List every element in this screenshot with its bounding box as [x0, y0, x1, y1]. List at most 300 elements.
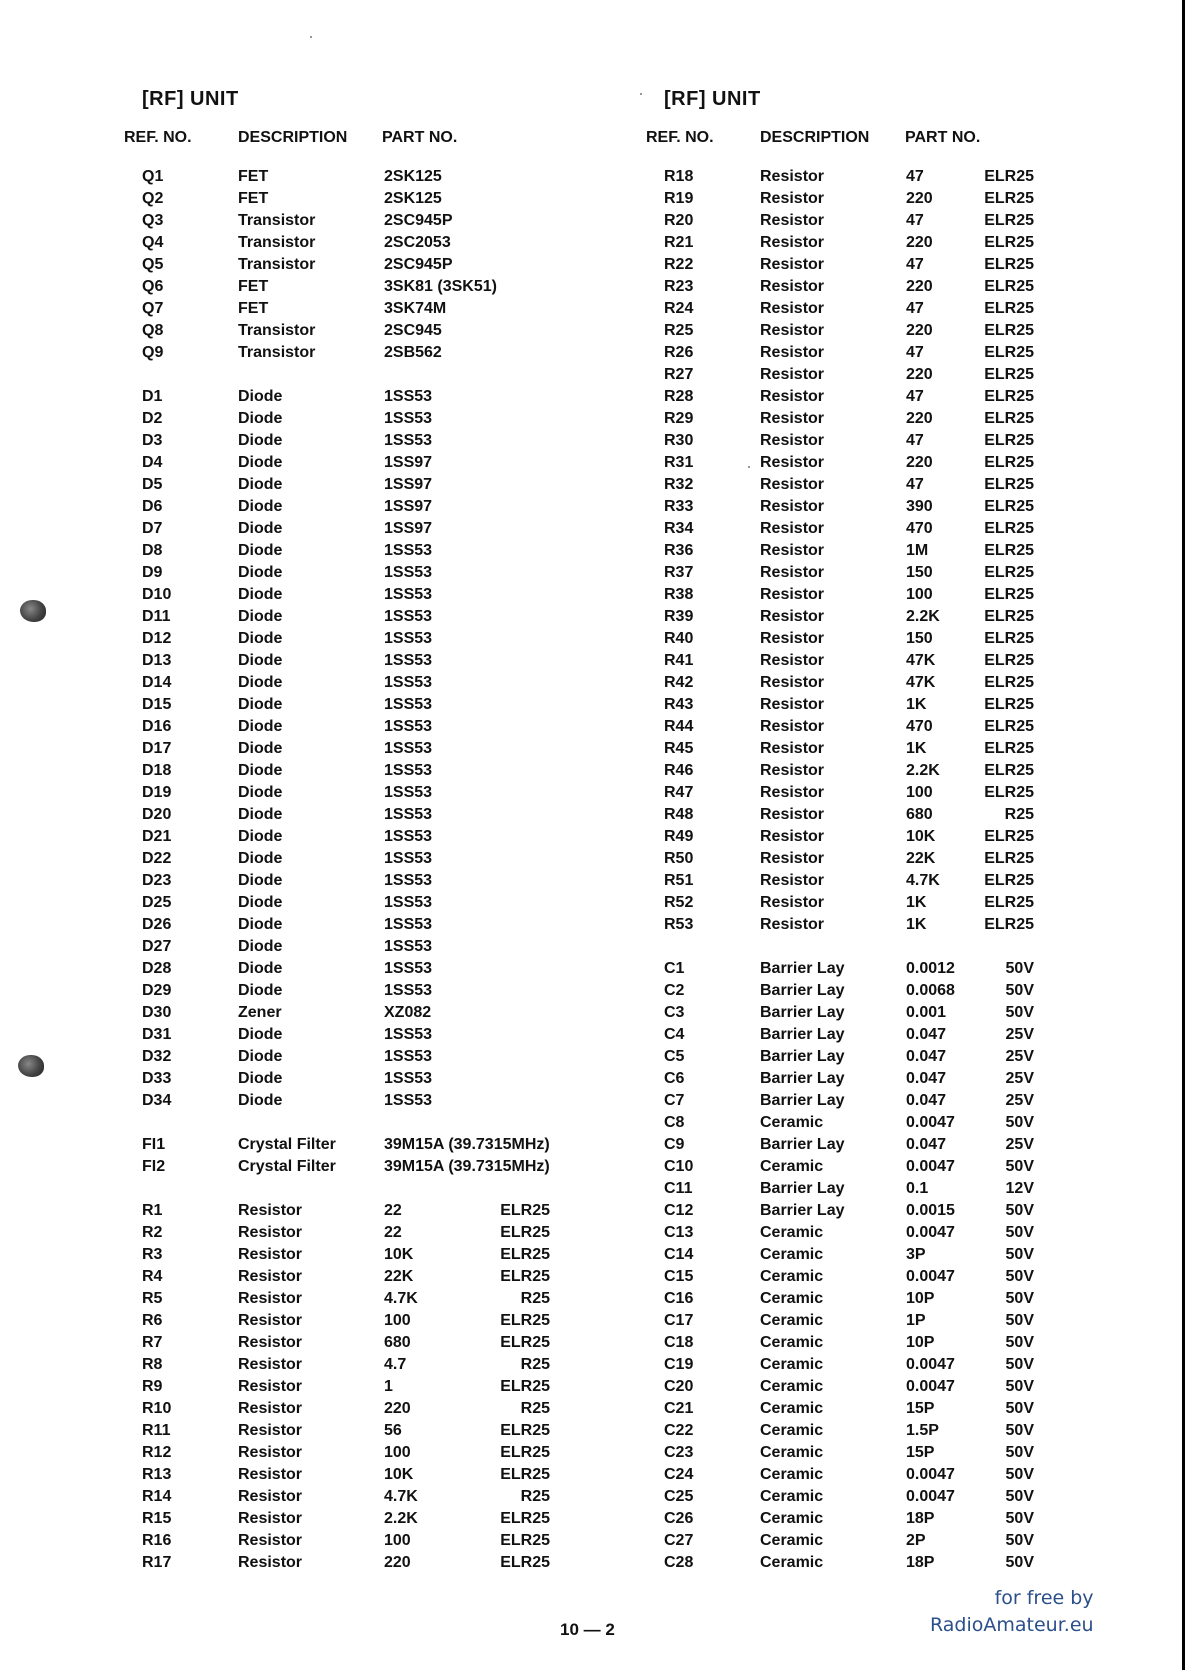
part-no: 47: [906, 476, 924, 493]
part-no: 220: [906, 454, 933, 471]
part-no: 0.0047: [906, 1378, 955, 1395]
ref-no: Q5: [142, 256, 164, 273]
scan-speck: [748, 466, 750, 468]
parts-row: [662, 894, 1142, 916]
part-no: 680: [384, 1334, 411, 1351]
part-no: 1SS53: [384, 696, 433, 713]
part-spec: 50V: [1005, 1466, 1034, 1483]
ref-no: D6: [142, 498, 163, 515]
ref-no: C18: [664, 1334, 694, 1351]
description: Diode: [238, 454, 283, 471]
ref-no: D1: [142, 388, 163, 405]
part-spec: 50V: [1005, 1488, 1034, 1505]
ref-no: R23: [664, 278, 694, 295]
part-spec: 50V: [1005, 1202, 1034, 1219]
description: Diode: [238, 586, 283, 603]
ref-no: D9: [142, 564, 163, 581]
part-spec: ELR25: [984, 740, 1034, 757]
right-header-ref: REF. NO.: [646, 129, 714, 146]
parts-row: [140, 1004, 620, 1026]
part-no: 220: [906, 410, 933, 427]
part-no: 18P: [906, 1554, 935, 1571]
part-no: 56: [384, 1422, 402, 1439]
part-no: 1SS53: [384, 586, 433, 603]
parts-row: [140, 630, 620, 652]
part-no: 1SS53: [384, 762, 433, 779]
ref-no: R12: [142, 1444, 172, 1461]
part-no: 0.047: [906, 1092, 947, 1109]
ref-no: R14: [142, 1488, 172, 1505]
part-no: 150: [906, 564, 933, 581]
ref-no: Q4: [142, 234, 164, 251]
parts-row: [140, 1158, 620, 1180]
parts-row: [140, 234, 620, 256]
ref-no: C19: [664, 1356, 694, 1373]
part-no: 1SS53: [384, 542, 433, 559]
ref-no: D33: [142, 1070, 172, 1087]
description: Transistor: [238, 256, 316, 273]
ref-no: C9: [664, 1136, 685, 1153]
description: Crystal Filter: [238, 1136, 336, 1153]
part-spec: 25V: [1005, 1070, 1034, 1087]
parts-row: [662, 806, 1142, 828]
ref-no: R2: [142, 1224, 163, 1241]
part-no: 1SS53: [384, 850, 433, 867]
parts-row: [140, 1224, 620, 1246]
ref-no: R7: [142, 1334, 163, 1351]
part-no: 0.047: [906, 1026, 947, 1043]
parts-row: [140, 718, 620, 740]
part-spec: ELR25: [984, 916, 1034, 933]
part-no: 0.0047: [906, 1466, 955, 1483]
ref-no: C25: [664, 1488, 694, 1505]
part-spec: ELR25: [500, 1532, 550, 1549]
parts-row: [662, 1290, 1142, 1312]
parts-row: [662, 674, 1142, 696]
description: Diode: [238, 1048, 283, 1065]
part-spec: ELR25: [984, 520, 1034, 537]
part-no: 3P: [906, 1246, 926, 1263]
ref-no: C10: [664, 1158, 694, 1175]
part-no: 2SK125: [384, 190, 442, 207]
description: Ceramic: [760, 1510, 824, 1527]
part-no: 4.7: [384, 1356, 407, 1373]
description: Ceramic: [760, 1532, 824, 1549]
part-no: 0.0047: [906, 1268, 955, 1285]
parts-row: [662, 1246, 1142, 1268]
ref-no: R26: [664, 344, 694, 361]
description: Resistor: [760, 168, 825, 185]
group-spacer: [140, 366, 620, 388]
ref-no: D2: [142, 410, 163, 427]
parts-row: [140, 762, 620, 784]
description: Resistor: [760, 322, 825, 339]
ref-no: C14: [664, 1246, 694, 1263]
part-no: 0.0068: [906, 982, 955, 999]
part-no: 1.5P: [906, 1422, 939, 1439]
part-no: 15P: [906, 1400, 935, 1417]
part-no: 1SS53: [384, 740, 433, 757]
parts-row: [140, 608, 620, 630]
ref-no: R44: [664, 718, 694, 735]
part-no: 47: [906, 300, 924, 317]
ref-no: D19: [142, 784, 172, 801]
ref-no: D17: [142, 740, 172, 757]
description: Crystal Filter: [238, 1158, 336, 1175]
ref-no: R27: [664, 366, 694, 383]
part-spec: 25V: [1005, 1048, 1034, 1065]
description: Zener: [238, 1004, 282, 1021]
part-no: 22: [384, 1202, 402, 1219]
parts-row: [662, 234, 1142, 256]
part-no: 1SS53: [384, 608, 433, 625]
part-spec: 12V: [1005, 1180, 1034, 1197]
part-no: 0.0047: [906, 1488, 955, 1505]
part-no: 10K: [384, 1466, 414, 1483]
parts-row: [140, 1048, 620, 1070]
description: Transistor: [238, 344, 316, 361]
part-no: 1P: [906, 1312, 926, 1329]
part-no: 2SC945: [384, 322, 442, 339]
ref-no: C2: [664, 982, 685, 999]
parts-row: [140, 564, 620, 586]
part-spec: 50V: [1005, 1224, 1034, 1241]
description: Resistor: [760, 630, 825, 647]
part-no: 2.2K: [384, 1510, 418, 1527]
ref-no: R48: [664, 806, 694, 823]
part-spec: ELR25: [984, 872, 1034, 889]
part-spec: ELR25: [984, 344, 1034, 361]
ref-no: R40: [664, 630, 694, 647]
description: Diode: [238, 432, 283, 449]
description: Resistor: [238, 1334, 303, 1351]
ref-no: D34: [142, 1092, 172, 1109]
part-no: 0.047: [906, 1136, 947, 1153]
part-no: 2.2K: [906, 608, 940, 625]
ref-no: D8: [142, 542, 163, 559]
parts-row: [662, 718, 1142, 740]
ref-no: D23: [142, 872, 172, 889]
parts-row: [662, 652, 1142, 674]
ref-no: D5: [142, 476, 163, 493]
description: Diode: [238, 1092, 283, 1109]
part-spec: ELR25: [500, 1378, 550, 1395]
ref-no: R49: [664, 828, 694, 845]
part-no: 1: [384, 1378, 393, 1395]
description: Diode: [238, 872, 283, 889]
part-no: 220: [384, 1554, 411, 1571]
part-no: 1SS53: [384, 784, 433, 801]
description: Barrier Lay: [760, 960, 845, 977]
ref-no: R24: [664, 300, 694, 317]
part-no: 0.001: [906, 1004, 947, 1021]
part-no: 1SS53: [384, 564, 433, 581]
description: Diode: [238, 608, 283, 625]
parts-row: [140, 542, 620, 564]
part-spec: 50V: [1005, 1400, 1034, 1417]
parts-row: [662, 520, 1142, 542]
ref-no: Q7: [142, 300, 164, 317]
description: Diode: [238, 674, 283, 691]
parts-row: [662, 1158, 1142, 1180]
description: Resistor: [760, 828, 825, 845]
parts-row: [140, 806, 620, 828]
ref-no: R6: [142, 1312, 163, 1329]
part-spec: ELR25: [984, 630, 1034, 647]
part-no: 2SB562: [384, 344, 442, 361]
part-no: 2SK125: [384, 168, 442, 185]
description: Resistor: [760, 564, 825, 581]
ref-no: C5: [664, 1048, 685, 1065]
ref-no: D25: [142, 894, 172, 911]
group-spacer: [140, 1114, 620, 1136]
ref-no: R28: [664, 388, 694, 405]
credit-line-2: RadioAmateur.eu: [930, 1614, 1094, 1636]
part-no: 1SS53: [384, 960, 433, 977]
punch-hole-mark: [18, 1055, 44, 1077]
description: Diode: [238, 630, 283, 647]
description: FET: [238, 168, 269, 185]
part-no: 47: [906, 388, 924, 405]
part-no: 1SS53: [384, 718, 433, 735]
ref-no: D13: [142, 652, 172, 669]
parts-row: [662, 1422, 1142, 1444]
parts-row: [662, 872, 1142, 894]
parts-row: [140, 476, 620, 498]
description: Resistor: [238, 1356, 303, 1373]
parts-row: [140, 982, 620, 1004]
parts-row: [662, 498, 1142, 520]
parts-row: [140, 410, 620, 432]
part-no: 1SS53: [384, 982, 433, 999]
part-no: 0.0047: [906, 1224, 955, 1241]
right-header-part: PART NO.: [905, 129, 981, 146]
description: Resistor: [760, 872, 825, 889]
parts-row: [140, 1422, 620, 1444]
parts-row: [662, 454, 1142, 476]
description: Resistor: [760, 652, 825, 669]
part-spec: ELR25: [500, 1224, 550, 1241]
part-no: 220: [906, 278, 933, 295]
description: Barrier Lay: [760, 1202, 845, 1219]
parts-row: [140, 938, 620, 960]
part-no: 47: [906, 256, 924, 273]
parts-row: [662, 388, 1142, 410]
description: Ceramic: [760, 1114, 824, 1131]
part-spec: ELR25: [984, 410, 1034, 427]
part-no: 3SK81 (3SK51): [384, 278, 497, 295]
ref-no: Q1: [142, 168, 164, 185]
part-no: 47K: [906, 674, 936, 691]
part-no: XZ082: [384, 1004, 432, 1021]
description: Resistor: [760, 256, 825, 273]
parts-row: [662, 278, 1142, 300]
parts-row: [662, 300, 1142, 322]
part-spec: ELR25: [984, 894, 1034, 911]
left-header-ref: REF. NO.: [124, 129, 192, 146]
parts-row: [662, 630, 1142, 652]
part-no: 0.0015: [906, 1202, 955, 1219]
parts-row: [140, 674, 620, 696]
ref-no: D14: [142, 674, 172, 691]
part-no: 220: [906, 322, 933, 339]
right-parts-list: [662, 168, 1142, 1576]
parts-row: [662, 982, 1142, 1004]
parts-row: [662, 586, 1142, 608]
ref-no: R53: [664, 916, 694, 933]
description: Diode: [238, 784, 283, 801]
part-no: 100: [906, 784, 933, 801]
part-spec: ELR25: [500, 1202, 550, 1219]
ref-no: D10: [142, 586, 172, 603]
parts-row: [140, 1246, 620, 1268]
parts-row: [662, 344, 1142, 366]
part-no: 220: [906, 366, 933, 383]
ref-no: FI2: [142, 1158, 166, 1175]
description: Resistor: [760, 190, 825, 207]
part-no: 2SC945P: [384, 212, 453, 229]
part-spec: ELR25: [984, 388, 1034, 405]
parts-row: [662, 1444, 1142, 1466]
part-spec: 50V: [1005, 1004, 1034, 1021]
description: Resistor: [760, 916, 825, 933]
description: Barrier Lay: [760, 1136, 845, 1153]
description: Resistor: [760, 454, 825, 471]
parts-row: [140, 1532, 620, 1554]
parts-row: [140, 168, 620, 190]
part-no: 470: [906, 520, 933, 537]
parts-row: [140, 652, 620, 674]
part-no: 2SC945P: [384, 256, 453, 273]
parts-row: [662, 476, 1142, 498]
ref-no: R19: [664, 190, 694, 207]
part-spec: ELR25: [984, 762, 1034, 779]
part-no: 10P: [906, 1334, 935, 1351]
part-spec: ELR25: [500, 1246, 550, 1263]
parts-row: [140, 1466, 620, 1488]
parts-row: [662, 1202, 1142, 1224]
parts-row: [140, 1334, 620, 1356]
part-no: 1SS97: [384, 498, 433, 515]
group-spacer: [140, 1180, 620, 1202]
parts-row: [662, 1400, 1142, 1422]
ref-no: Q8: [142, 322, 164, 339]
ref-no: Q3: [142, 212, 164, 229]
part-no: 2P: [906, 1532, 926, 1549]
description: Diode: [238, 542, 283, 559]
description: Diode: [238, 652, 283, 669]
description: Diode: [238, 960, 283, 977]
scan-speck: [310, 36, 312, 38]
parts-row: [662, 1180, 1142, 1202]
description: Diode: [238, 938, 283, 955]
ref-no: R4: [142, 1268, 163, 1285]
ref-no: R50: [664, 850, 694, 867]
parts-row: [140, 344, 620, 366]
parts-row: [662, 1488, 1142, 1510]
description: Resistor: [238, 1444, 303, 1461]
parts-row: [140, 1400, 620, 1422]
parts-row: [140, 696, 620, 718]
part-spec: 50V: [1005, 1312, 1034, 1329]
part-no: 18P: [906, 1510, 935, 1527]
part-no: 1SS53: [384, 916, 433, 933]
ref-no: R31: [664, 454, 694, 471]
part-no: 1SS53: [384, 674, 433, 691]
part-spec: ELR25: [984, 454, 1034, 471]
part-no: 2.2K: [906, 762, 940, 779]
ref-no: R11: [142, 1422, 171, 1439]
part-spec: 25V: [1005, 1136, 1034, 1153]
part-no: 1SS53: [384, 806, 433, 823]
parts-row: [662, 256, 1142, 278]
part-no: 220: [906, 234, 933, 251]
description: Transistor: [238, 212, 316, 229]
parts-row: [140, 850, 620, 872]
ref-no: C7: [664, 1092, 685, 1109]
part-spec: 50V: [1005, 1290, 1034, 1307]
left-parts-list: [140, 168, 620, 1576]
part-no: 22K: [384, 1268, 414, 1285]
part-spec: ELR25: [984, 828, 1034, 845]
ref-no: R29: [664, 410, 694, 427]
part-spec: R25: [520, 1400, 550, 1417]
part-no: 100: [906, 586, 933, 603]
parts-row: [140, 894, 620, 916]
part-spec: 50V: [1005, 1510, 1034, 1527]
ref-no: C26: [664, 1510, 694, 1527]
description: Resistor: [760, 388, 825, 405]
description: Resistor: [760, 300, 825, 317]
ref-no: R17: [142, 1554, 172, 1571]
part-no: 150: [906, 630, 933, 647]
part-no: 1K: [906, 740, 927, 757]
parts-row: [662, 608, 1142, 630]
description: Diode: [238, 1026, 283, 1043]
ref-no: D28: [142, 960, 172, 977]
parts-row: [662, 1026, 1142, 1048]
description: Ceramic: [760, 1290, 824, 1307]
parts-row: [140, 520, 620, 542]
description: Diode: [238, 476, 283, 493]
punch-hole-mark: [20, 600, 46, 622]
ref-no: C22: [664, 1422, 694, 1439]
description: Resistor: [760, 234, 825, 251]
description: Ceramic: [760, 1158, 824, 1175]
description: Resistor: [760, 366, 825, 383]
ref-no: R1: [142, 1202, 163, 1219]
part-spec: ELR25: [984, 300, 1034, 317]
ref-no: D4: [142, 454, 163, 471]
ref-no: R16: [142, 1532, 172, 1549]
description: Ceramic: [760, 1422, 824, 1439]
part-spec: 50V: [1005, 1554, 1034, 1571]
part-no: 4.7K: [384, 1290, 418, 1307]
description: Diode: [238, 718, 283, 735]
ref-no: R47: [664, 784, 694, 801]
ref-no: R9: [142, 1378, 163, 1395]
parts-row: [662, 1466, 1142, 1488]
part-spec: ELR25: [500, 1510, 550, 1527]
part-no: 470: [906, 718, 933, 735]
parts-row: [140, 1026, 620, 1048]
description: Resistor: [760, 762, 825, 779]
description: Resistor: [238, 1422, 303, 1439]
part-spec: ELR25: [984, 476, 1034, 493]
part-spec: 50V: [1005, 982, 1034, 999]
parts-row: [140, 1070, 620, 1092]
part-no: 39M15A (39.7315MHz): [384, 1158, 550, 1175]
